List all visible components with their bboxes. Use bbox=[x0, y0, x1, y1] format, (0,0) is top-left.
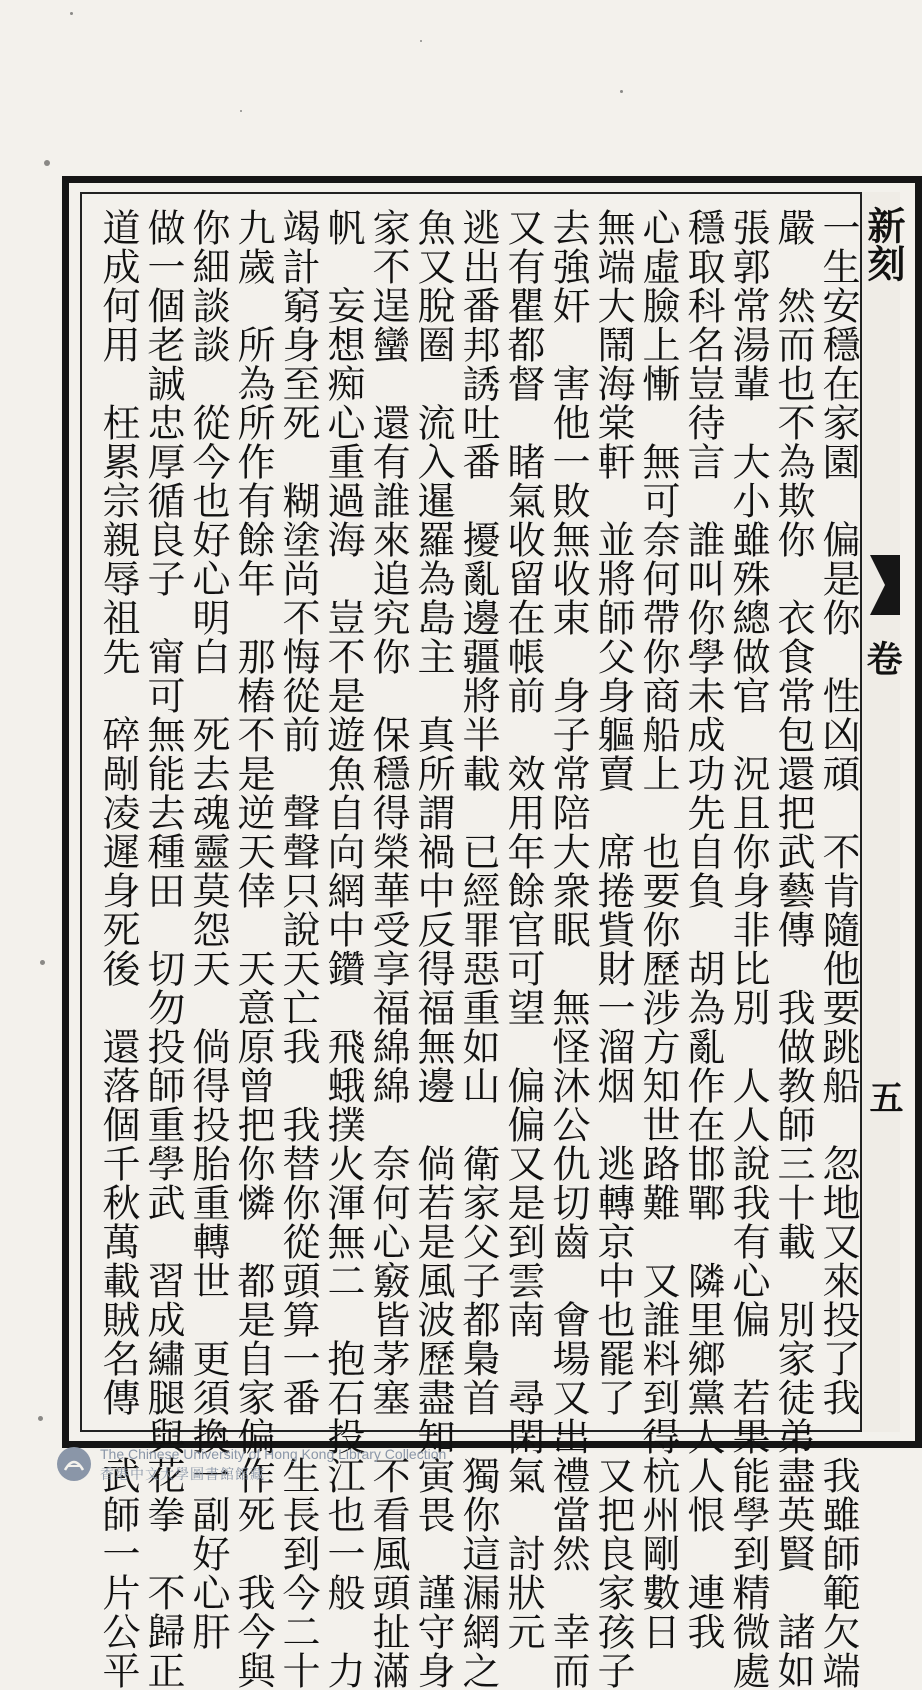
text-column: 家不逞蠻 還有誰來追究你 保穩得榮華受享福綿綿 奈何心竅皆茅塞 不看風頭扯滿 bbox=[366, 208, 410, 1690]
paper-speck bbox=[40, 960, 45, 965]
page-number: 五 bbox=[863, 1080, 903, 1114]
text-column: 一生安穩在家園 偏是你 性凶頑 不肯隨他要跳船 忽地又來投了我 我雖師範欠端 bbox=[816, 208, 860, 1690]
text-column: 道成何用 枉累宗親辱祖先 碎剮凌遲身死後 還落個千秋萬載賊名傳 武師一片公平 bbox=[96, 208, 140, 1690]
paper-speck bbox=[38, 1416, 43, 1421]
text-column: 九歲 所為所作有餘年 那樁不是逆天倖 天意原曾把你憐 都是自家偏作死 我今與 bbox=[231, 208, 275, 1690]
text-column: 張郭常湯輩 大小雖殊總做官 況且你身非比別 人人說我有心偏 若果能學到精微處 bbox=[726, 208, 770, 1690]
library-watermark bbox=[56, 1444, 576, 1484]
text-column: 帆 妄想痴心重過海 豈不是遊魚自向網中鑽 飛蛾撲火渾無二 抱石投江也一般 力 bbox=[321, 208, 365, 1690]
text-column: 魚又脫圈 流入暹羅為島主 真所謂禍中反得福無邊 倘若是風波歷盡知寅畏 謹守身 bbox=[411, 208, 455, 1690]
text-column: 去強奸 害他一敗無收束 身子常陪大衆眠 無怪沐公仇切齒 會場又出禮當然 幸而 bbox=[546, 208, 590, 1690]
text-column: 心虛臉上慚 無可奈何帶你商船上 也要你歷涉方知世路難 又誰料到得杭州剛數日 bbox=[636, 208, 680, 1651]
block-heart-title-strip bbox=[860, 192, 906, 1432]
text-column: 做一個老誠忠厚循良子 甯可無能去種田 切勿投師重學武 習成繡腿與花拳 不歸正 bbox=[141, 208, 185, 1690]
book-title: 新刻 bbox=[861, 206, 906, 282]
paper-speck bbox=[44, 160, 50, 166]
text-column: 嚴 然而也不為欺你 衣食常包還把武藝傳 我做教師三十載 別家徒弟盡英賢 諸如 bbox=[771, 208, 815, 1690]
watermark-chinese: 香港中文大學圖書館館藏 bbox=[100, 1467, 265, 1483]
watermark-english: The Chinese University of Hong Kong Library Collection bbox=[100, 1446, 447, 1462]
text-column: 逃出番邦誘吐番 擾亂邊疆將半載 已經罪惡重如山 衛家父子都梟首 獨你這漏網之 bbox=[456, 208, 500, 1690]
paper-speck bbox=[240, 110, 242, 112]
paper-speck bbox=[70, 12, 73, 15]
text-column: 無端大鬧海棠軒 並將師父身軀賣 席捲貲財一溜烟 逃轉京中也罷了 又把良家孩子 bbox=[591, 208, 635, 1690]
text-column: 你細談談 從今也好心明白 死去魂靈莫怨天 倘得投胎重轉世 更須換一副好心肝 bbox=[186, 208, 230, 1651]
text-column: 穩取科名豈待言 誰叫你學未成功先自負 胡為亂作在邯鄲 隣里鄉黨人人恨 連我 bbox=[681, 208, 725, 1651]
paper-speck bbox=[420, 40, 422, 42]
volume-label: 卷 bbox=[861, 640, 903, 676]
fish-tail-mark-icon bbox=[870, 555, 900, 615]
library-logo-icon bbox=[56, 1446, 92, 1482]
paper-speck bbox=[620, 90, 623, 93]
text-column: 又有瞿都督 睹氣收留在帳前 效用年餘官可望 偏偏又是到雲南 尋閑氣 討狀元 bbox=[501, 208, 545, 1651]
text-column: 竭計窮身至死 糊塗尚不悔從前 聲聲只說天亡我 我替你從頭算一番 生長到今二十 bbox=[276, 208, 320, 1690]
